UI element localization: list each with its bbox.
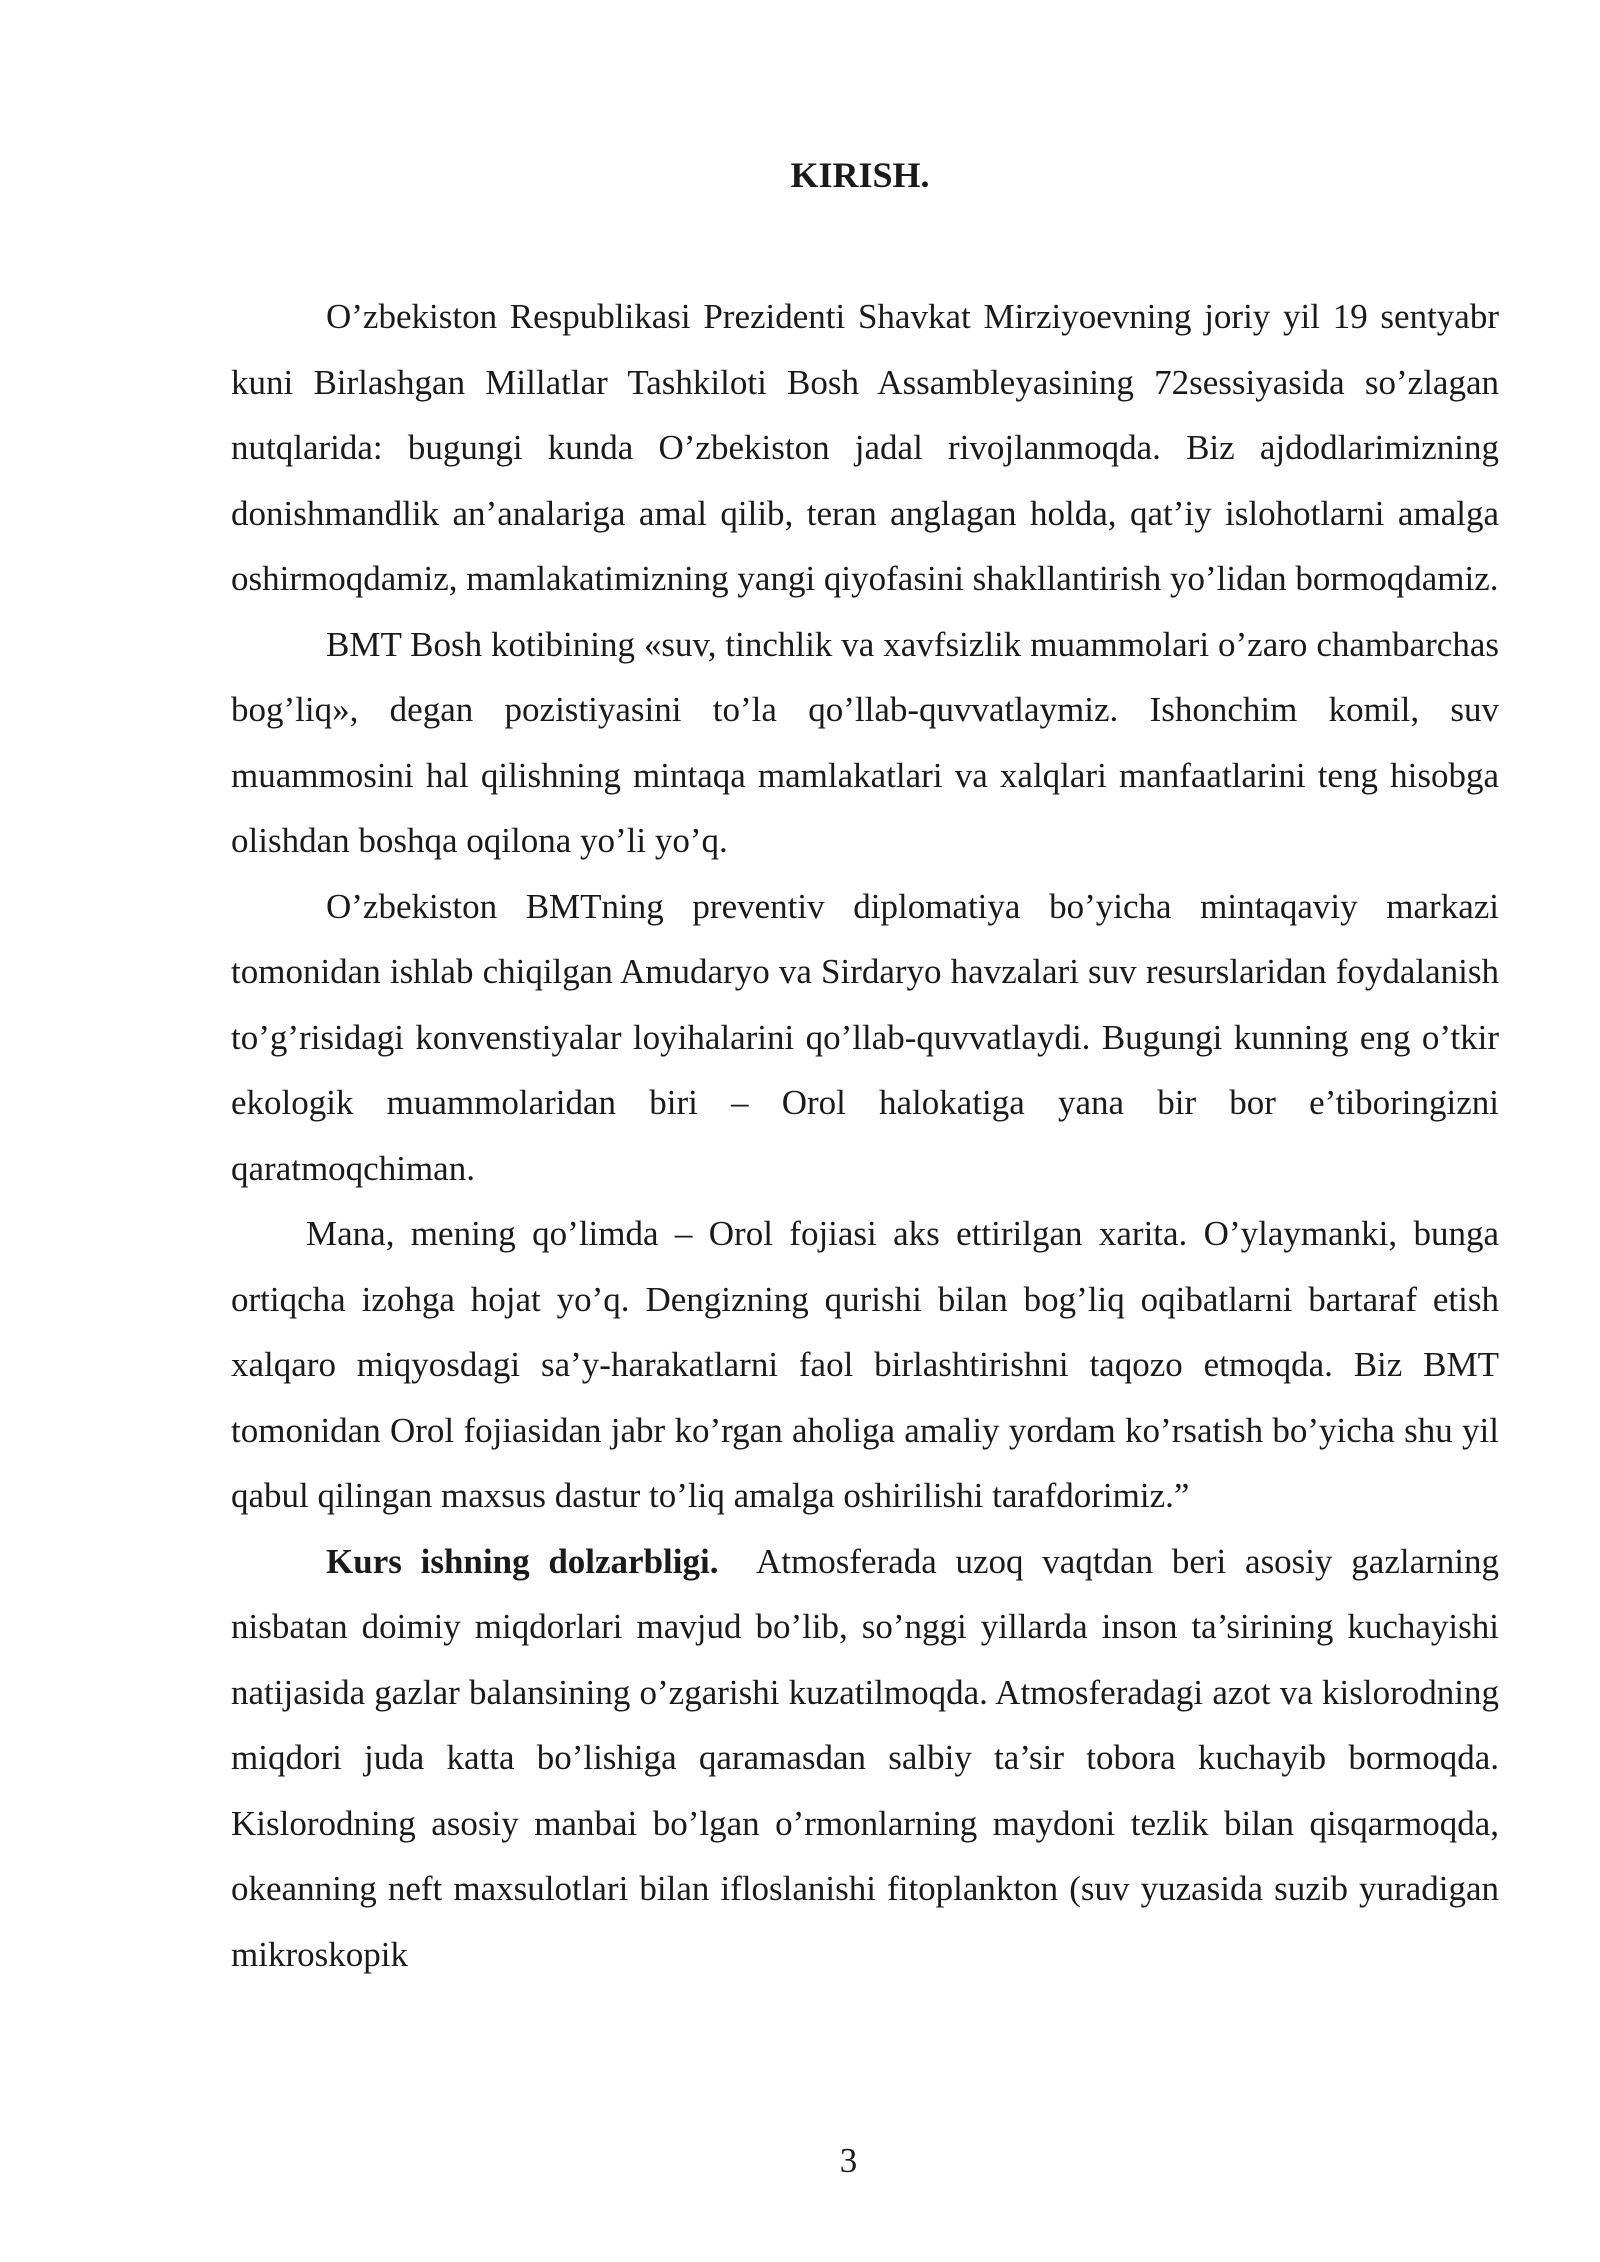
- paragraph-relevance: [231, 1529, 1499, 1988]
- relevance-text: Atmosferada uzoq vaqtdan beri asosiy gazlarning nisbatan doimiy miqdorlari mavjud bo’lib, so’nggi yillarda inson ta’sirining kuchayishi natijasida gazlar balansining o’zgarishi kuzatilmoqda. Atmosferadagi azot va kislorodning miqdori juda katta bo’lishiga qaramasdan salbiy ta’sir tobora kuchayib bormoqda. Kislorodning asosiy manbai bo’lgan o’rmonlarning maydoni tezlik bilan qisqarmoqda, okeanning neft maxsulotlari bilan ifloslanishi fitoplankton (suv yuzasida suzib yuradigan mikroskopik: [231, 1541, 1499, 1974]
- paragraph-4: Mana, mening qo’limda – Orol fojiasi aks ettirilgan xarita. O’ylaymanki, bunga ortiqcha izohga hojat yo’q. Dengizning qurishi bilan bog’liq oqibatlarni bartaraf etish xalqaro miqyosdagi sa’y-harakatlarni faol birlashtirishni taqozo etmoqda. Biz BMT tomonidan Orol fojiasidan jabr ko’rgan aholiga amaliy yordam ko’rsatish bo’yicha shu yil qabul qilingan maxsus dastur to’liq amalga oshirilishi tarafdorimiz.”: [231, 1214, 1499, 1515]
- page-number: 3: [839, 2141, 858, 2180]
- relevance-heading: Kurs ishning dolzarbligi.: [326, 1541, 719, 1581]
- paragraph-2: BMT Bosh kotibining «suv, tinchlik va xavfsizlik muammolari o’zaro chambarchas bog’liq», degan pozistiyasini to’la qo’llab-quvvatlaymiz. Ishonchim komil, suv muammosini hal qilishning mintaqa mamlakatlari va xalqlari manfaatlarini teng hisobga olishdan boshqa oqilona yo’li yo’q.: [231, 624, 1499, 860]
- paragraph-1: O’zbekiston Respublikasi Prezidenti Shavkat Mirziyoevning joriy yil 19 sentyabr kuni Birlashgan Millatlar Tashkiloti Bosh Assambleyasining 72sessiyasida so’zlagan nutqlarida: bugungi kunda O’zbekiston jadal rivojlanmoqda. Biz ajdodlarimizning donishmandlik an’analariga amal qilib, teran anglagan holda, qat’iy islohotlarni amalga oshirmoqdamiz, mamlakatimizning yangi qiyofasini shakllantirish yo’lidan bormoqdamiz.: [231, 297, 1499, 598]
- page-title: KIRISH.: [790, 155, 930, 195]
- paragraph-3: O’zbekiston BMTning preventiv diplomatiya bo’yicha mintaqaviy markazi tomonidan ishlab chiqilgan Amudaryo va Sirdaryo havzalari suv resurslaridan foydalanish to’g’risidagi konvenstiyalar loyihalarini qo’llab-quvvatlaydi. Bugungi kunning eng o’tkir ekologik muammolaridan biri – Orol halokatiga yana bir bor e’tiboringizni qaratmoqchiman.: [231, 886, 1499, 1188]
- document-body: [231, 284, 1499, 1987]
